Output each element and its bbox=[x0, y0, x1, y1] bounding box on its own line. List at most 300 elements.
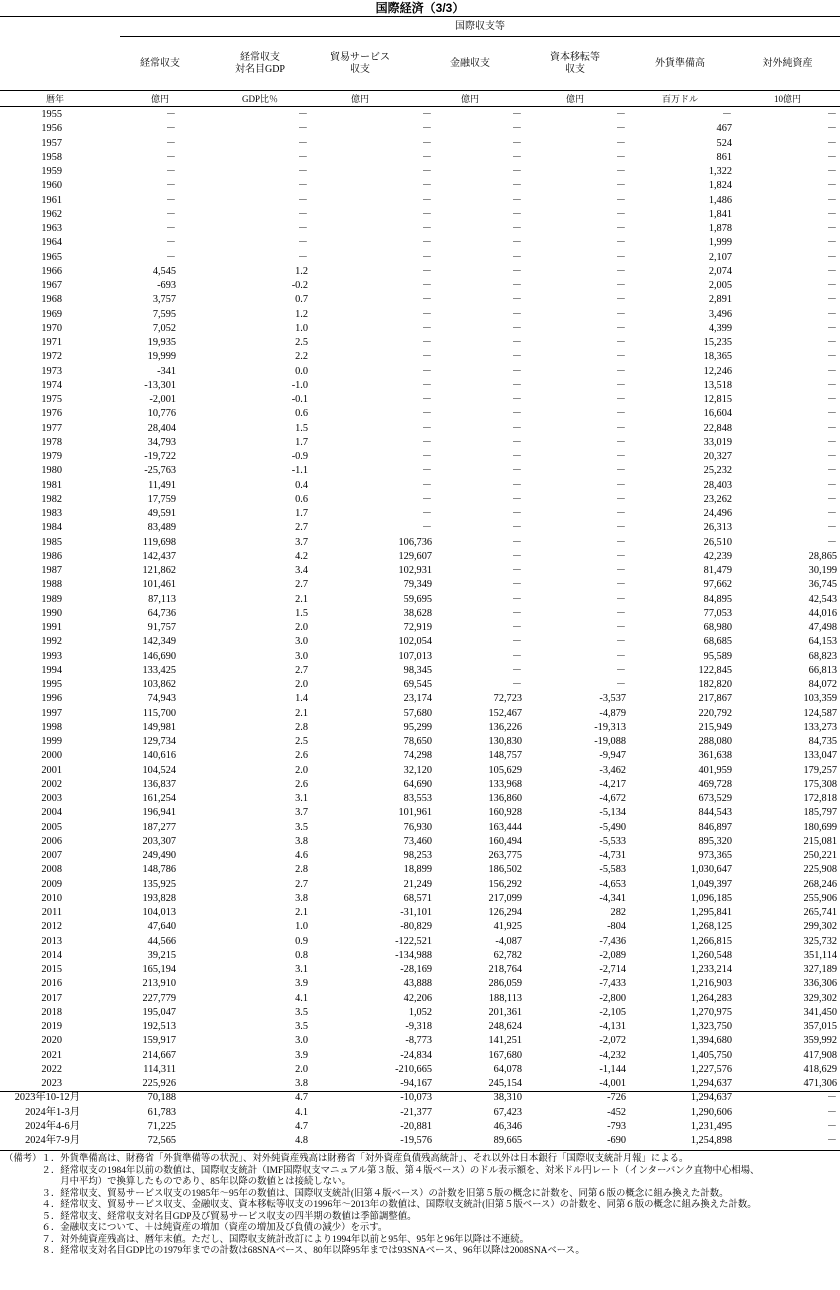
table-row bbox=[0, 464, 840, 478]
cell-net-assets: 84,072 bbox=[808, 679, 837, 690]
cell-fx-reserves: 1,260,548 bbox=[690, 949, 732, 961]
cell-current-account: 87,113 bbox=[148, 593, 176, 605]
cell-year: 1969 bbox=[41, 308, 62, 320]
col-head-year bbox=[0, 40, 110, 88]
cell-current-account: 119,698 bbox=[142, 536, 176, 548]
cell-trade-services: － bbox=[421, 237, 432, 249]
cell-current-account: 103,862 bbox=[142, 679, 176, 690]
cell-ca-gdp: -0.9 bbox=[291, 451, 308, 462]
cell-capital-transfer: － bbox=[615, 607, 626, 619]
cell-year: 2015 bbox=[41, 964, 62, 975]
table-row bbox=[0, 593, 840, 607]
cell-fx-reserves: 973,365 bbox=[698, 850, 732, 861]
cell-net-assets: 44,016 bbox=[808, 607, 837, 619]
cell-capital-transfer: -9,947 bbox=[599, 750, 626, 762]
cell-current-account: 70,188 bbox=[147, 1092, 176, 1104]
page-title: 国際経済（3/3） bbox=[375, 1, 465, 15]
cell-fx-reserves: 1,030,647 bbox=[690, 864, 732, 876]
cell-current-account: 47,640 bbox=[147, 921, 176, 933]
cell-trade-services: -20,881 bbox=[400, 1120, 432, 1132]
table-row bbox=[0, 778, 840, 792]
cell-net-assets: － bbox=[826, 493, 837, 505]
cell-fx-reserves: 2,005 bbox=[708, 280, 732, 291]
cell-trade-services: － bbox=[421, 408, 432, 420]
cell-current-account: － bbox=[165, 166, 176, 177]
cell-fx-reserves: 182,820 bbox=[698, 679, 732, 690]
cell-year: 2018 bbox=[41, 1006, 62, 1018]
cell-fx-reserves: 217,867 bbox=[698, 693, 732, 705]
cell-capital-transfer: － bbox=[615, 436, 626, 448]
cell-net-assets: － bbox=[826, 151, 837, 163]
cell-trade-services: 83,553 bbox=[403, 793, 432, 804]
cell-trade-services: 42,206 bbox=[403, 992, 432, 1004]
cell-ca-gdp: 0.0 bbox=[295, 365, 308, 377]
cell-ca-gdp: 1.0 bbox=[295, 921, 308, 933]
table-row bbox=[0, 764, 840, 778]
cell-current-account: 193,828 bbox=[142, 892, 176, 904]
cell-capital-transfer: － bbox=[615, 536, 626, 548]
cell-current-account: 249,490 bbox=[142, 850, 176, 861]
cell-fx-reserves: 1,049,397 bbox=[690, 878, 732, 890]
cell-year: 1978 bbox=[41, 436, 62, 448]
cell-fx-reserves: 1,486 bbox=[708, 194, 732, 206]
cell-current-account: 203,307 bbox=[142, 835, 176, 847]
cell-capital-transfer: － bbox=[615, 123, 626, 135]
cell-net-assets: 357,015 bbox=[803, 1021, 837, 1032]
cell-current-account: 192,513 bbox=[142, 1021, 176, 1032]
cell-year: 2023 bbox=[41, 1078, 62, 1089]
cell-year: 1971 bbox=[41, 337, 62, 348]
cell-net-assets: － bbox=[826, 123, 837, 135]
cell-trade-services: － bbox=[421, 436, 432, 448]
table-row bbox=[0, 293, 840, 307]
cell-ca-gdp: 2.1 bbox=[295, 707, 308, 719]
cell-fx-reserves: 1,394,680 bbox=[690, 1035, 732, 1047]
cell-current-account: 129,734 bbox=[142, 736, 176, 747]
cell-current-account: － bbox=[165, 251, 176, 263]
cell-year: 1961 bbox=[41, 194, 62, 206]
cell-trade-services: － bbox=[421, 479, 432, 491]
cell-current-account: 214,667 bbox=[142, 1049, 176, 1061]
table-row bbox=[0, 963, 840, 977]
cell-trade-services: － bbox=[421, 308, 432, 320]
cell-capital-transfer: － bbox=[615, 593, 626, 605]
cell-year: 2024年7-9月 bbox=[25, 1135, 80, 1146]
cell-fx-reserves: 844,543 bbox=[698, 807, 732, 819]
cell-fx-reserves: 361,638 bbox=[698, 750, 732, 762]
cell-capital-transfer: － bbox=[615, 208, 626, 220]
cell-year: 1963 bbox=[41, 223, 62, 234]
cell-net-assets: － bbox=[826, 394, 837, 405]
cell-net-assets: 47,498 bbox=[808, 622, 837, 633]
table-row bbox=[0, 379, 840, 393]
cell-trade-services: -94,167 bbox=[400, 1078, 432, 1089]
cell-capital-transfer: -19,313 bbox=[594, 721, 626, 733]
cell-trade-services: － bbox=[421, 180, 432, 192]
cell-fx-reserves: 1,290,606 bbox=[690, 1106, 732, 1118]
cell-financial: － bbox=[511, 294, 522, 306]
cell-fx-reserves: 12,815 bbox=[703, 394, 732, 405]
cell-capital-transfer: -2,714 bbox=[599, 964, 626, 975]
cell-net-assets: 225,908 bbox=[803, 864, 837, 876]
cell-year: 1957 bbox=[41, 137, 62, 149]
cell-fx-reserves: 13,518 bbox=[703, 379, 732, 391]
cell-capital-transfer: － bbox=[615, 223, 626, 234]
col-head-financial: 金融収支 bbox=[450, 58, 490, 69]
table-row bbox=[0, 365, 840, 379]
cell-ca-gdp: 3.5 bbox=[295, 1021, 308, 1032]
cell-ca-gdp: 3.4 bbox=[295, 565, 308, 576]
cell-capital-transfer: － bbox=[615, 237, 626, 249]
cell-net-assets: 180,699 bbox=[803, 821, 837, 833]
cell-fx-reserves: 1,227,576 bbox=[690, 1063, 732, 1075]
data-table bbox=[0, 108, 840, 1148]
cell-trade-services: -21,377 bbox=[400, 1106, 432, 1118]
cell-capital-transfer: － bbox=[615, 622, 626, 633]
col-head-net-assets: 対外純資産 bbox=[762, 58, 813, 69]
cell-net-assets: － bbox=[826, 251, 837, 263]
cell-current-account: 149,981 bbox=[142, 721, 176, 733]
cell-capital-transfer: － bbox=[615, 251, 626, 263]
cell-ca-gdp: 3.1 bbox=[295, 964, 308, 975]
cell-year: 1968 bbox=[41, 294, 62, 306]
cell-current-account: 187,277 bbox=[142, 821, 176, 833]
table-row bbox=[0, 835, 840, 849]
cell-fx-reserves: 846,897 bbox=[698, 821, 732, 833]
cell-net-assets: － bbox=[826, 109, 837, 120]
cell-year: 1989 bbox=[41, 593, 62, 605]
cell-current-account: -19,722 bbox=[144, 451, 176, 462]
cell-net-assets: － bbox=[826, 1120, 837, 1132]
table-row bbox=[0, 422, 840, 436]
cell-current-account: 121,862 bbox=[142, 565, 176, 576]
table-row bbox=[0, 863, 840, 877]
cell-ca-gdp: 0.8 bbox=[295, 949, 308, 961]
table-row bbox=[0, 578, 840, 592]
cell-financial: － bbox=[511, 565, 522, 576]
cell-trade-services: 59,695 bbox=[403, 593, 432, 605]
cell-capital-transfer: -7,433 bbox=[599, 978, 626, 990]
cell-current-account: － bbox=[165, 123, 176, 135]
table-row bbox=[0, 194, 840, 208]
cell-current-account: 101,461 bbox=[142, 579, 176, 591]
cell-ca-gdp: 3.8 bbox=[295, 835, 308, 847]
cell-current-account: 17,759 bbox=[147, 493, 176, 505]
cell-trade-services: 106,736 bbox=[398, 536, 432, 548]
table-row bbox=[0, 436, 840, 450]
cell-year: 1999 bbox=[41, 736, 62, 747]
cell-current-account: 142,349 bbox=[142, 636, 176, 648]
cell-fx-reserves: 12,246 bbox=[703, 365, 732, 377]
cell-trade-services: 69,545 bbox=[403, 679, 432, 690]
cell-financial: － bbox=[511, 536, 522, 548]
table-row bbox=[0, 151, 840, 165]
cell-fx-reserves: 25,232 bbox=[703, 465, 732, 477]
table-row bbox=[0, 251, 840, 265]
table-row bbox=[0, 1134, 840, 1148]
cell-year: 2024年4-6月 bbox=[25, 1120, 80, 1132]
cell-current-account: 74,943 bbox=[147, 693, 176, 705]
cell-net-assets: － bbox=[826, 422, 837, 434]
cell-financial: － bbox=[511, 465, 522, 477]
cell-year: 1976 bbox=[41, 408, 62, 420]
cell-ca-gdp: 1.7 bbox=[295, 436, 308, 448]
cell-financial: － bbox=[511, 408, 522, 420]
cell-ca-gdp: 3.7 bbox=[295, 536, 308, 548]
cell-year: 1980 bbox=[41, 465, 62, 477]
cell-year: 2012 bbox=[41, 921, 62, 933]
cell-net-assets: － bbox=[826, 365, 837, 377]
cell-capital-transfer: -3,537 bbox=[599, 693, 626, 705]
table-row bbox=[0, 179, 840, 193]
cell-trade-services: 73,460 bbox=[403, 835, 432, 847]
cell-year: 1975 bbox=[41, 394, 62, 405]
cell-ca-gdp: 3.5 bbox=[295, 821, 308, 833]
cell-net-assets: － bbox=[826, 223, 837, 234]
cell-current-account: 64,736 bbox=[147, 607, 176, 619]
unit-net-assets: 10億円 bbox=[773, 94, 801, 104]
cell-financial: － bbox=[511, 322, 522, 334]
table-row bbox=[0, 1063, 840, 1077]
cell-ca-gdp: 2.7 bbox=[295, 522, 308, 534]
cell-capital-transfer: -4,879 bbox=[599, 707, 626, 719]
cell-fx-reserves: 3,496 bbox=[708, 308, 732, 320]
cell-ca-gdp: 3.0 bbox=[295, 636, 308, 648]
notes bbox=[4, 1154, 836, 1258]
cell-capital-transfer: － bbox=[615, 365, 626, 377]
cell-net-assets: 42,543 bbox=[808, 593, 837, 605]
cell-year: 1984 bbox=[41, 522, 62, 534]
cell-fx-reserves: 1,294,637 bbox=[690, 1078, 732, 1089]
table-row bbox=[0, 479, 840, 493]
cell-financial: 167,680 bbox=[488, 1049, 522, 1061]
cell-ca-gdp: 3.8 bbox=[295, 892, 308, 904]
cell-financial: － bbox=[511, 593, 522, 605]
cell-year: 1990 bbox=[41, 607, 62, 619]
cell-trade-services: 68,571 bbox=[403, 892, 432, 904]
table-row bbox=[0, 1020, 840, 1034]
unit-year: 暦年 bbox=[45, 94, 64, 104]
cell-financial: 201,361 bbox=[488, 1006, 522, 1018]
cell-ca-gdp: 0.6 bbox=[295, 493, 308, 505]
cell-capital-transfer: － bbox=[615, 166, 626, 177]
cell-net-assets: 265,741 bbox=[803, 907, 837, 918]
cell-net-assets: － bbox=[826, 337, 837, 348]
cell-ca-gdp: 0.9 bbox=[295, 935, 308, 947]
cell-financial: － bbox=[511, 137, 522, 149]
cell-capital-transfer: － bbox=[615, 151, 626, 163]
cell-fx-reserves: 28,403 bbox=[703, 479, 732, 491]
cell-net-assets: 64,153 bbox=[808, 636, 837, 648]
cell-capital-transfer: － bbox=[615, 337, 626, 348]
cell-trade-services: － bbox=[421, 379, 432, 391]
cell-net-assets: － bbox=[826, 451, 837, 462]
cell-current-account: － bbox=[165, 223, 176, 234]
table-row bbox=[0, 450, 840, 464]
cell-year: 2023年10-12月 bbox=[14, 1092, 80, 1104]
cell-financial: － bbox=[511, 237, 522, 249]
cell-ca-gdp: 3.9 bbox=[295, 1049, 308, 1061]
cell-capital-transfer: -4,131 bbox=[599, 1021, 626, 1032]
cell-fx-reserves: 1,266,815 bbox=[690, 935, 732, 947]
cell-net-assets: 133,047 bbox=[803, 750, 837, 762]
cell-fx-reserves: 122,845 bbox=[698, 664, 732, 676]
cell-trade-services: 74,298 bbox=[403, 750, 432, 762]
cell-net-assets: － bbox=[826, 322, 837, 334]
cell-financial: 46,346 bbox=[493, 1120, 522, 1132]
cell-current-account: 10,776 bbox=[147, 408, 176, 420]
cell-trade-services: － bbox=[421, 394, 432, 405]
cell-ca-gdp: － bbox=[297, 180, 308, 192]
col-head-ca-gdp: 経常収支 対名目GDP bbox=[234, 52, 285, 75]
table-row bbox=[0, 165, 840, 179]
table-row bbox=[0, 949, 840, 963]
cell-ca-gdp: 3.1 bbox=[295, 793, 308, 804]
table-row bbox=[0, 336, 840, 350]
cell-year: 2003 bbox=[41, 793, 62, 804]
cell-ca-gdp: － bbox=[297, 151, 308, 163]
cell-capital-transfer: － bbox=[615, 479, 626, 491]
cell-net-assets: 68,823 bbox=[808, 650, 837, 662]
cell-year: 1977 bbox=[41, 422, 62, 434]
cell-capital-transfer: － bbox=[615, 636, 626, 648]
table-row bbox=[0, 279, 840, 293]
cell-current-account: 44,566 bbox=[147, 935, 176, 947]
cell-current-account: － bbox=[165, 208, 176, 220]
cell-financial: － bbox=[511, 664, 522, 676]
cell-trade-services: -10,073 bbox=[400, 1092, 432, 1104]
cell-ca-gdp: -0.2 bbox=[291, 280, 308, 291]
cell-capital-transfer: -2,089 bbox=[599, 949, 626, 961]
cell-year: 1974 bbox=[41, 379, 62, 391]
cell-trade-services: 38,628 bbox=[403, 607, 432, 619]
cell-current-account: 7,052 bbox=[152, 322, 176, 334]
cell-current-account: 83,489 bbox=[147, 522, 176, 534]
cell-capital-transfer: -5,533 bbox=[599, 835, 626, 847]
cell-current-account: 142,437 bbox=[142, 550, 176, 562]
cell-fx-reserves: 22,848 bbox=[703, 422, 732, 434]
table-row bbox=[0, 322, 840, 336]
cell-financial: 286,059 bbox=[488, 978, 522, 990]
unit-fx-reserves: 百万ドル bbox=[661, 94, 698, 104]
cell-net-assets: 250,221 bbox=[803, 850, 837, 861]
cell-current-account: － bbox=[165, 180, 176, 192]
cell-trade-services: 32,120 bbox=[403, 764, 432, 776]
unit-ca-gdp: GDP比％ bbox=[241, 94, 278, 104]
cell-current-account: 104,013 bbox=[142, 907, 176, 918]
cell-ca-gdp: 2.0 bbox=[295, 679, 308, 690]
cell-fx-reserves: 861 bbox=[716, 151, 732, 163]
cell-year: 2010 bbox=[41, 892, 62, 904]
cell-fx-reserves: 1,841 bbox=[708, 208, 732, 220]
cell-net-assets: 417,908 bbox=[803, 1049, 837, 1061]
cell-trade-services: － bbox=[421, 123, 432, 135]
cell-year: 1970 bbox=[41, 322, 62, 334]
cell-net-assets: － bbox=[826, 166, 837, 177]
cell-financial: － bbox=[511, 579, 522, 591]
cell-current-account: -341 bbox=[157, 365, 176, 377]
cell-capital-transfer: -452 bbox=[607, 1106, 626, 1118]
cell-net-assets: 299,302 bbox=[803, 921, 837, 933]
cell-financial: 62,782 bbox=[493, 949, 522, 961]
cell-trade-services: － bbox=[421, 151, 432, 163]
cell-trade-services: -19,576 bbox=[400, 1135, 432, 1146]
cell-trade-services: 23,174 bbox=[403, 693, 432, 705]
cell-current-account: -2,001 bbox=[149, 394, 176, 405]
cell-current-account: 165,194 bbox=[142, 964, 176, 975]
cell-fx-reserves: 81,479 bbox=[703, 565, 732, 576]
cell-financial: 217,099 bbox=[488, 892, 522, 904]
cell-year: 1998 bbox=[41, 721, 62, 733]
cell-net-assets: 84,735 bbox=[808, 736, 837, 747]
table-row bbox=[0, 935, 840, 949]
cell-fx-reserves: 895,320 bbox=[698, 835, 732, 847]
cell-financial: － bbox=[511, 493, 522, 505]
cell-financial: 188,113 bbox=[488, 992, 522, 1004]
table-row bbox=[0, 878, 840, 892]
table-row bbox=[0, 122, 840, 136]
cell-ca-gdp: 4.2 bbox=[295, 550, 308, 562]
cell-current-account: 133,425 bbox=[142, 664, 176, 676]
table-row bbox=[0, 393, 840, 407]
cell-ca-gdp: 4.6 bbox=[295, 850, 308, 861]
cell-financial: － bbox=[511, 208, 522, 220]
cell-net-assets: － bbox=[826, 265, 837, 277]
rule-bottom bbox=[0, 1150, 840, 1151]
table-row bbox=[0, 1049, 840, 1063]
cell-financial: 245,154 bbox=[488, 1078, 522, 1089]
cell-trade-services: － bbox=[421, 337, 432, 348]
cell-capital-transfer: -19,088 bbox=[594, 736, 626, 747]
cell-financial: － bbox=[511, 109, 522, 120]
cell-ca-gdp: 2.2 bbox=[295, 351, 308, 363]
cell-fx-reserves: 2,891 bbox=[708, 294, 732, 306]
cell-net-assets: － bbox=[826, 237, 837, 249]
table-row bbox=[0, 108, 840, 122]
rule-quarter bbox=[0, 1091, 840, 1092]
cell-trade-services: 98,253 bbox=[403, 850, 432, 861]
cell-fx-reserves: 1,405,750 bbox=[690, 1049, 732, 1061]
cell-current-account: － bbox=[165, 237, 176, 249]
cell-fx-reserves: 401,959 bbox=[698, 764, 732, 776]
note-line: ３．経常収支、貿易サービス収支の1985年～95年の数値は、国際収支統計(旧第４版ベース）の計数を旧第５版の概念に計数を、同第６版の概念に組み換えた計数。 bbox=[4, 1188, 729, 1199]
cell-trade-services: 64,690 bbox=[403, 778, 432, 790]
cell-ca-gdp: 1.5 bbox=[295, 607, 308, 619]
cell-net-assets: 103,359 bbox=[803, 693, 837, 705]
cell-capital-transfer: － bbox=[615, 650, 626, 662]
table-row bbox=[0, 977, 840, 991]
cell-financial: 148,757 bbox=[488, 750, 522, 762]
cell-financial: － bbox=[511, 436, 522, 448]
cell-capital-transfer: － bbox=[615, 579, 626, 591]
cell-capital-transfer: -4,232 bbox=[599, 1049, 626, 1061]
cell-fx-reserves: 84,895 bbox=[703, 593, 732, 605]
cell-fx-reserves: 33,019 bbox=[703, 436, 732, 448]
cell-trade-services: － bbox=[421, 322, 432, 334]
cell-capital-transfer: -3,462 bbox=[599, 764, 626, 776]
cell-capital-transfer: － bbox=[615, 664, 626, 676]
cell-ca-gdp: 1.2 bbox=[295, 265, 308, 277]
cell-net-assets: 327,189 bbox=[803, 964, 837, 975]
cell-year: 1992 bbox=[41, 636, 62, 648]
unit-trade-services: 億円 bbox=[350, 94, 369, 104]
table-row bbox=[0, 821, 840, 835]
cell-year: 2024年1-3月 bbox=[25, 1106, 80, 1118]
cell-year: 1993 bbox=[41, 650, 62, 662]
cell-trade-services: -31,101 bbox=[400, 907, 432, 918]
cell-fx-reserves: 1,323,750 bbox=[690, 1021, 732, 1032]
cell-trade-services: － bbox=[421, 137, 432, 149]
